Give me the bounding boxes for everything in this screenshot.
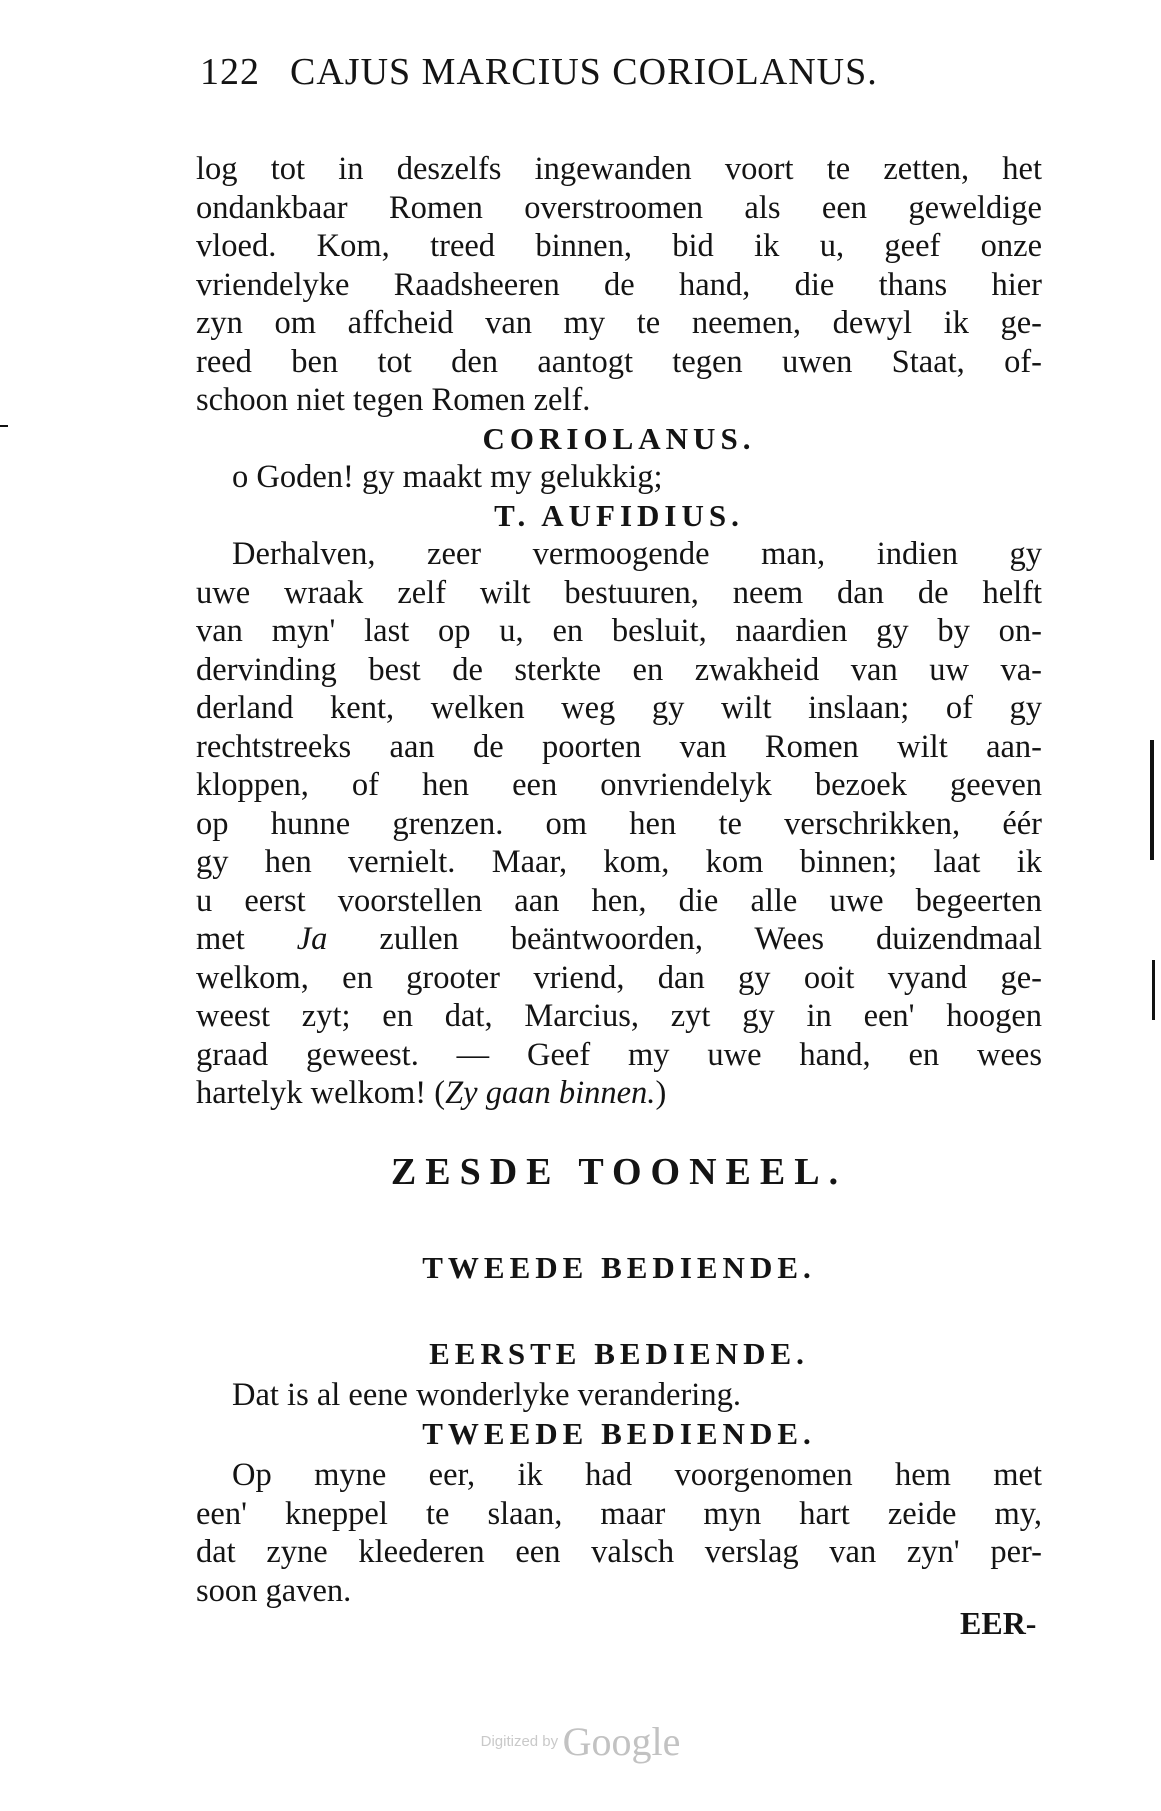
text-line: een' kneppel te slaan, maar myn hart zeide my, [196,1495,1042,1532]
text-line: Op myne eer, ik had voorgenomen hem met [232,1457,1042,1493]
text-line: kloppen, of hen een onvriendelyk bezoek geeven [196,767,1042,803]
stage-direction: Zy gaan binnen. [445,1075,656,1111]
coriolanus-line: o Goden! gy maakt my gelukkig; [232,459,663,495]
ja-word: Ja [296,921,328,957]
paragraph-1 [196,150,1042,1113]
text-line: reed ben tot den aantogt tegen uwen Staat, of- [196,343,1042,380]
watermark-prefix: Digitized by [480,1733,559,1750]
text-line: ondankbaar Romen overstroomen als een geweldige [196,189,1042,226]
text-line: graad geweest. — Geef my uwe hand, en wees [196,1036,1042,1073]
speaker-tweede-bediende-2: TWEEDE BEDIENDE. [422,1416,816,1451]
scene-title: ZESDE TOONEEL. [390,1151,848,1193]
text-line: vriendelyke Raadsheeren de hand, die thans hier [196,266,1042,303]
page-number: 122 [200,51,260,93]
digitized-watermark [0,1718,1161,1765]
text-line: welkom, en grooter vriend, dan gy ooit vyand ge- [196,959,1042,996]
scan-edge-mark [0,425,8,427]
running-title: CAJUS MARCIUS CORIOLANUS. [290,51,878,93]
text-line: log tot in deszelfs ingewanden voort te zetten, het [196,151,1042,187]
speaker-aufidius: T. AUFIDIUS. [494,497,744,533]
text-line: rechtstreeks aan de poorten van Romen wilt aan- [196,728,1042,765]
scan-edge-mark [1152,960,1155,1020]
google-logo: Google [562,1719,681,1764]
paragraph-3 [196,1456,1042,1610]
text-line: dervinding best de sterkte en zwakheid van uw va- [196,651,1042,688]
catchword: EER- [960,1605,1037,1641]
scan-edge-mark [1150,740,1154,860]
text-line: schoon niet tegen Romen zelf. [196,382,591,418]
final-suffix: ) [655,1075,667,1111]
final-prefix: hartelyk welkom! ( [196,1075,446,1111]
speaker-coriolanus: CORIOLANUS. [482,420,756,456]
ja-line [196,920,1042,959]
text-line: Derhalven, zeer vermoogende man, indien gy [232,536,1042,572]
text-line: derland kent, welken weg gy wilt inslaan; of gy [196,690,1042,726]
text-line: Dat is al eene wonderlyke verandering. [232,1377,741,1413]
ja-suffix: zullen beäntwoorden, Wees duizendmaal [379,921,1042,957]
speaker-eerste-bediende: EERSTE BEDIENDE. [429,1336,809,1371]
ja-prefix: met [196,921,245,957]
text-line: van myn' last op u, en besluit, naardien gy by on- [196,613,1042,649]
text-line: dat zyne kleederen een valsch verslag van zyn' per- [196,1534,1042,1570]
speaker-tweede-bediende-1: TWEEDE BEDIENDE. [422,1250,816,1285]
text-line: gy hen vernielt. Maar, kom, kom binnen; laat ik [196,844,1042,880]
text-line: weest zyt; en dat, Marcius, zyt gy in een' hoogen [196,998,1042,1034]
eerste-bediende-speech [196,1376,1042,1415]
text-line: op hunne grenzen. om hen te verschrikken, éér [196,805,1042,842]
running-header [200,50,1060,94]
text-line: uwe wraak zelf wilt bestuuren, neem dan de helft [196,574,1042,611]
text-line: zyn om affcheid van my te neemen, dewyl ik ge- [196,305,1042,341]
final-line [196,1074,1042,1113]
text-line: soon gaven. [196,1572,352,1609]
text-line: vloed. Kom, treed binnen, bid ik u, geef onze [196,228,1042,264]
text-line: u eerst voorstellen aan hen, die alle uwe begeerten [196,882,1042,919]
